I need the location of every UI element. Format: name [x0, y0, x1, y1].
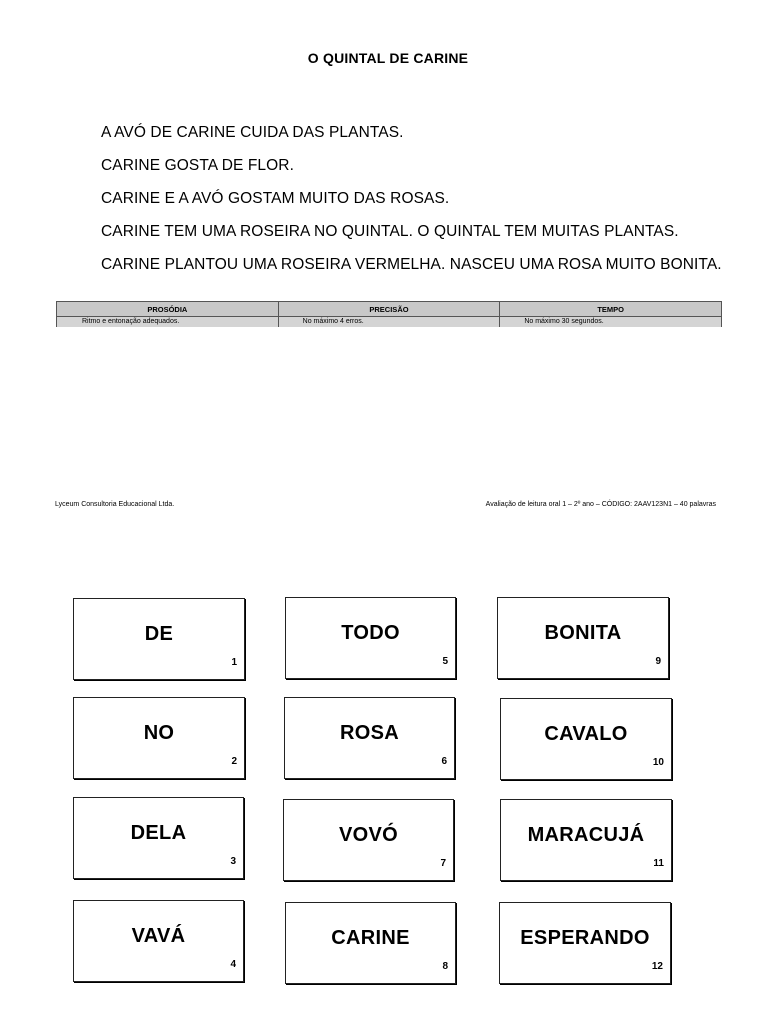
cell-prosodia: Ritmo e entonação adequados.	[57, 317, 279, 328]
card-number: 12	[651, 961, 663, 972]
card-word: DE	[144, 623, 174, 645]
reading-line: CARINE PLANTOU UMA ROSEIRA VERMELHA. NASCEU UMA ROSA MUITO BONITA.	[101, 256, 722, 273]
card-number: 3	[230, 856, 236, 867]
card-number: 8	[442, 961, 448, 972]
card-word: BONITA	[544, 622, 622, 644]
card-word: VAVÁ	[131, 925, 186, 947]
reading-line: CARINE TEM UMA ROSEIRA NO QUINTAL. O QUINTAL TEM MUITAS PLANTAS.	[101, 223, 679, 240]
card-number: 7	[440, 858, 446, 869]
card-word: ESPERANDO	[520, 927, 650, 949]
card-word: TODO	[341, 622, 400, 644]
card-word: CAVALO	[544, 723, 628, 745]
card-number: 6	[441, 756, 447, 767]
footer-company: Lyceum Consultoria Educacional Ltda.	[55, 501, 175, 508]
word-card	[285, 902, 456, 984]
card-number: 4	[230, 959, 236, 970]
page-title: O QUINTAL DE CARINE	[307, 50, 469, 66]
word-card	[73, 797, 244, 879]
word-card	[285, 597, 456, 679]
card-number: 11	[653, 858, 664, 869]
reading-line: CARINE GOSTA DE FLOR.	[101, 157, 295, 174]
card-word: NO	[143, 722, 175, 744]
word-card	[284, 697, 455, 779]
card-number: 1	[231, 657, 237, 668]
card-word: ROSA	[340, 722, 399, 744]
cell-tempo: No máximo 30 segundos.	[500, 317, 722, 328]
word-card	[500, 698, 672, 780]
card-word: DELA	[130, 822, 187, 844]
header-tempo: TEMPO	[500, 302, 722, 317]
cell-precisao: No máximo 4 erros.	[278, 317, 500, 328]
card-number: 10	[652, 757, 664, 768]
criteria-row	[57, 317, 722, 328]
card-word: VOVÓ	[339, 824, 398, 846]
header-precisao: PRECISÃO	[278, 302, 500, 317]
criteria-header-row	[57, 302, 722, 317]
word-card	[73, 697, 245, 779]
card-number: 9	[655, 656, 661, 667]
word-card	[499, 902, 671, 984]
criteria-table	[56, 301, 722, 327]
footer-assessment-info: Avaliação de leitura oral 1 – 2º ano – CÓDIGO: 2AAV123N1 – 40 palavras	[485, 501, 716, 508]
word-card	[283, 799, 454, 881]
card-word: MARACUJÁ	[527, 824, 645, 846]
card-word: CARINE	[331, 927, 410, 949]
word-card	[73, 900, 244, 982]
reading-text	[101, 116, 741, 281]
reading-line: A AVÓ DE CARINE CUIDA DAS PLANTAS.	[101, 124, 404, 141]
header-prosodia: PROSÓDIA	[57, 302, 279, 317]
word-card	[500, 799, 672, 881]
card-number: 5	[442, 656, 448, 667]
reading-line: CARINE E A AVÓ GOSTAM MUITO DAS ROSAS.	[101, 190, 450, 207]
card-number: 2	[231, 756, 237, 767]
word-card	[73, 598, 245, 680]
word-card	[497, 597, 669, 679]
